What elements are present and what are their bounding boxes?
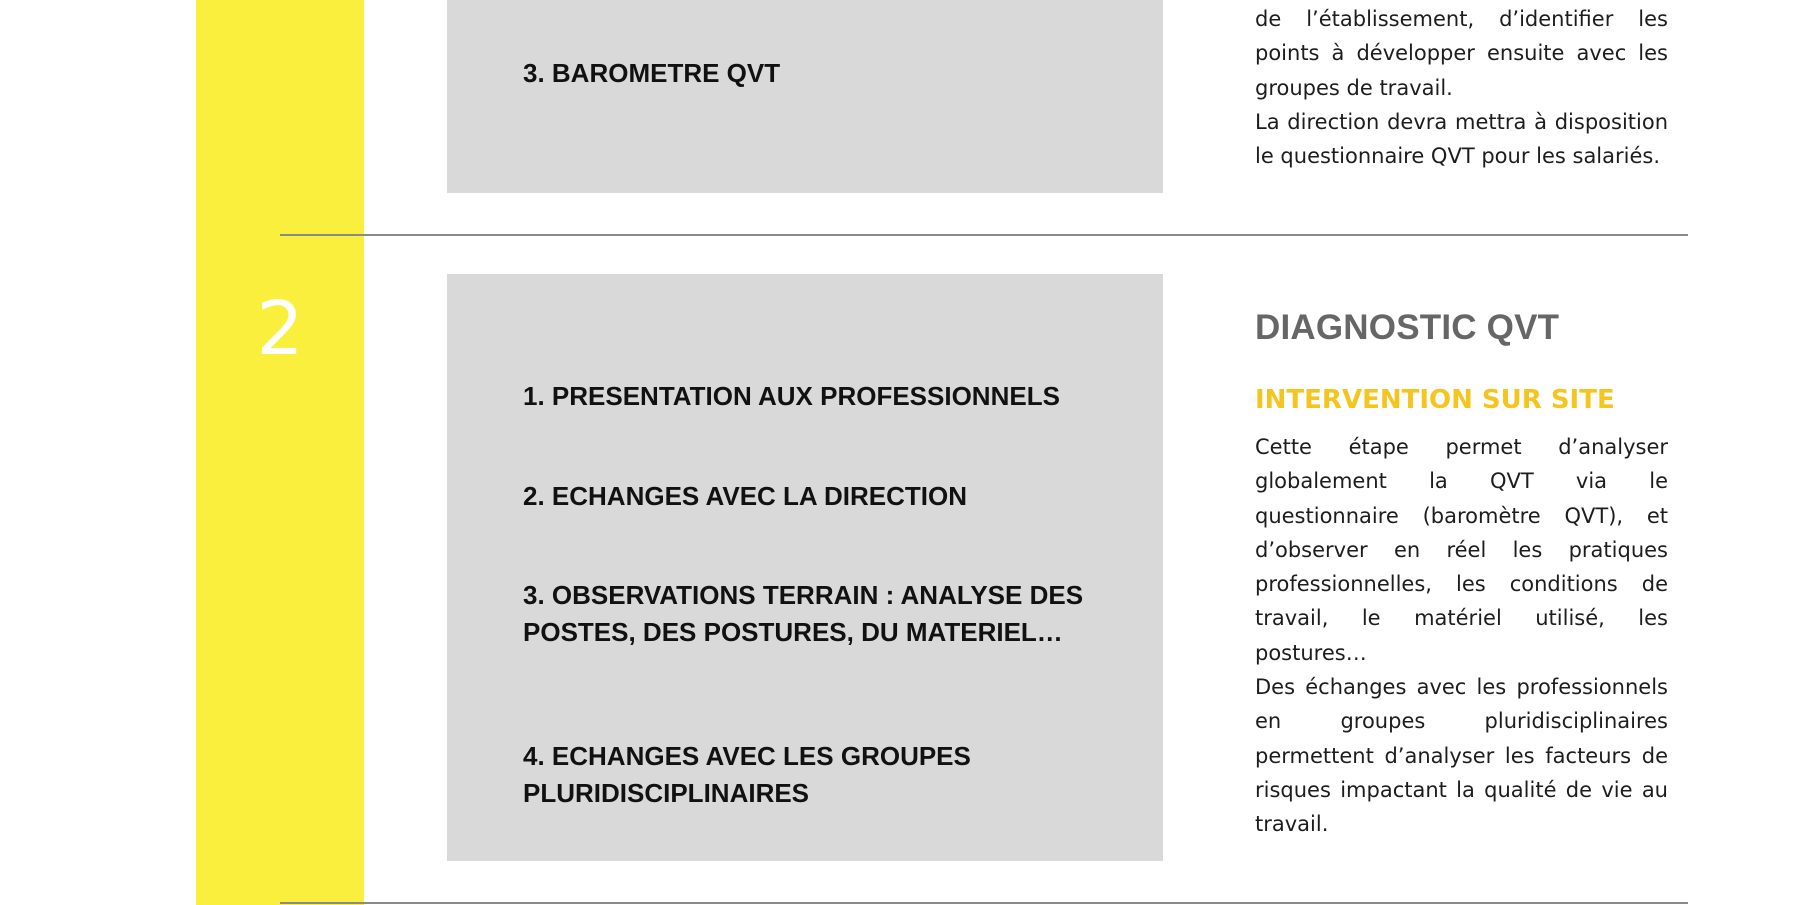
- step1-paragraph-1: de l’établissement, d’identifier les points à développer ensuite avec les groupes de travail.: [1255, 7, 1668, 100]
- section-divider-bottom: [280, 902, 1688, 904]
- section-divider: [280, 234, 1688, 236]
- step2-box-item-1: 1. PRESENTATION AUX PROFESSIONNELS: [523, 381, 1060, 411]
- step2-paragraph-2: Des échanges avec les professionnels en groupes pluridisciplinaires permettent d’analyser les facteurs de risques impactant la qualité de vie au travail.: [1255, 675, 1668, 837]
- step1-paragraph-2: La direction devra mettra à disposition le questionnaire QVT pour les salariés.: [1255, 109, 1668, 169]
- step2-box-item-4: 4. ECHANGES AVEC LES GROUPES PLURIDISCIPLINAIRES: [523, 741, 971, 808]
- step1-activities-box: [447, 0, 1163, 193]
- step2-description: [1255, 430, 1668, 842]
- section-subtitle: INTERVENTION SUR SITE: [1255, 385, 1615, 415]
- step1-box-item: 3. BAROMETRE QVT: [523, 58, 781, 88]
- section-title: DIAGNOSTIC QVT: [1255, 308, 1560, 347]
- step-number: 2: [256, 286, 304, 372]
- step1-description: [1255, 2, 1668, 173]
- step2-activities-box: [447, 274, 1163, 861]
- step2-paragraph-1: Cette étape permet d’analyser globalement la QVT via le questionnaire (baromètre QVT), et d’observer en réel les pratiques professionnelles, les conditions de travail, le matériel utilisé, les postures…: [1255, 435, 1668, 665]
- step2-box-item-2: 2. ECHANGES AVEC LA DIRECTION: [523, 481, 967, 511]
- step2-box-item-3: 3. OBSERVATIONS TERRAIN : ANALYSE DES POSTES, DES POSTURES, DU MATERIEL…: [523, 580, 1084, 647]
- yellow-sidebar-band: [196, 0, 364, 905]
